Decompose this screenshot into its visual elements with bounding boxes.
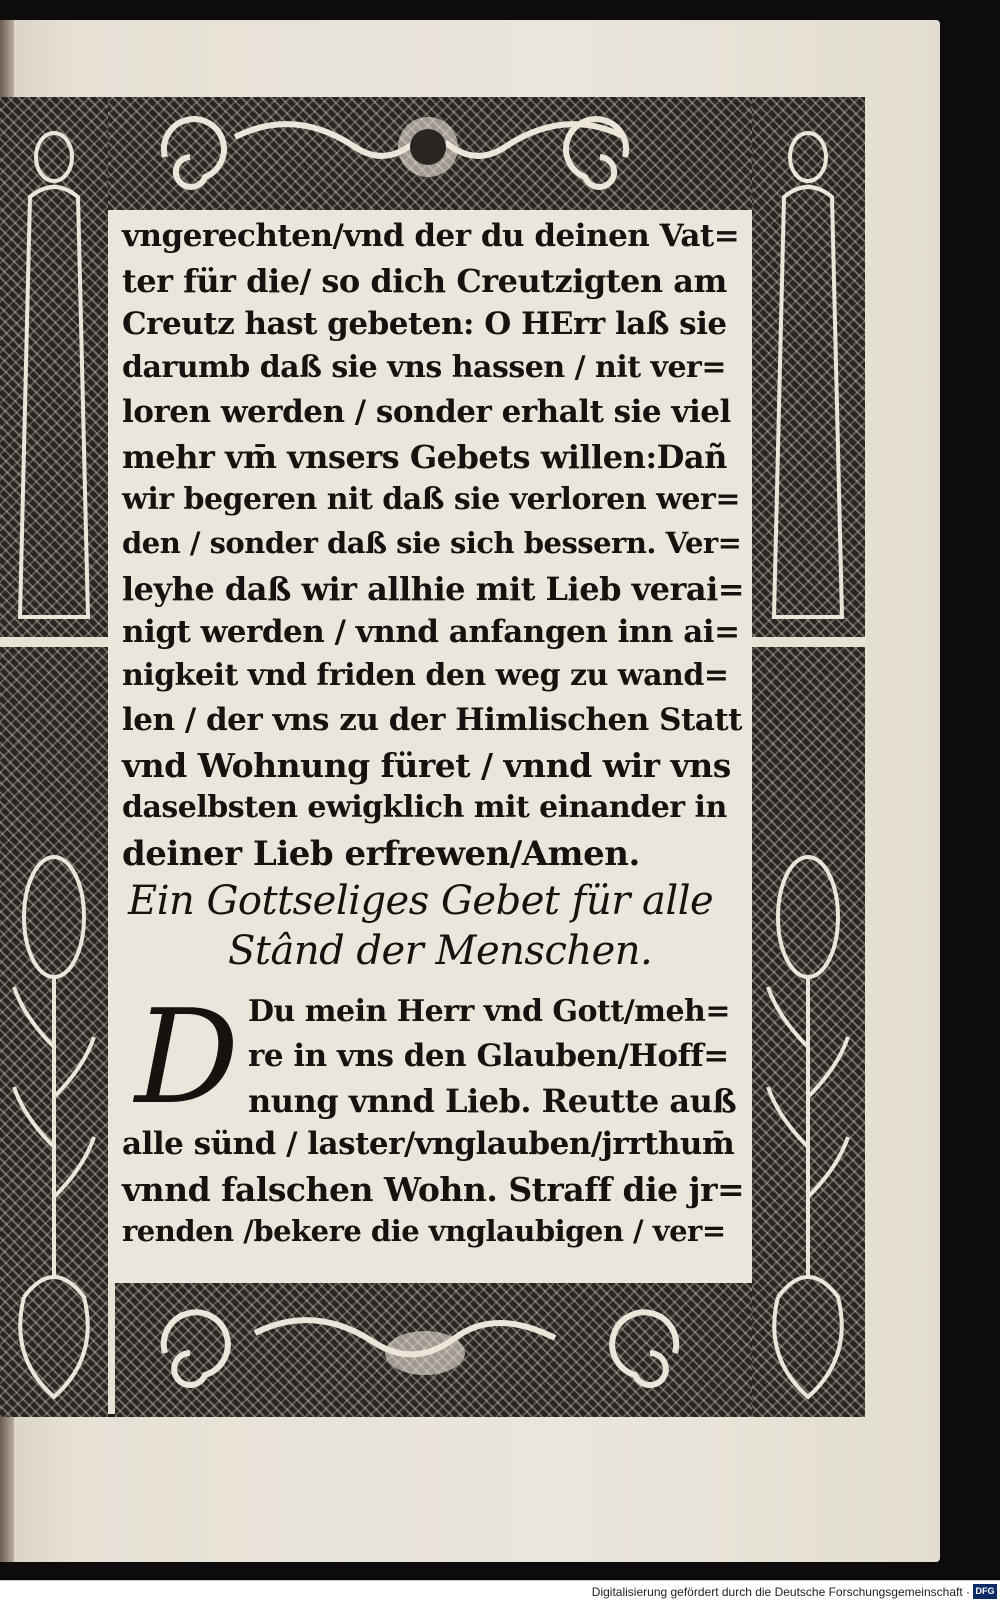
text-line: re in vns den Glauben/Hoff= xyxy=(248,1038,729,1074)
text-line: vnnd falschen Wohn. Straff die jr= xyxy=(122,1170,745,1209)
text-line: mehr vm̄ vnsers Gebets willen:Dañ xyxy=(122,438,727,476)
decorated-initial: D xyxy=(134,981,240,1133)
left-ornament-pillar xyxy=(0,97,108,1417)
footer-bar xyxy=(0,1580,1000,1603)
text-block xyxy=(108,210,752,1283)
figure-and-vase-ornament-icon xyxy=(752,97,865,1417)
section-heading-line-2: Stând der Menschen. xyxy=(228,928,653,974)
funding-credit: Digitalisierung gefördert durch die Deutsche Forschungsgemeinschaft · xyxy=(591,1585,970,1599)
text-line: nigkeit vnd friden den weg zu wand= xyxy=(122,658,729,693)
text-line: leyhe daß wir allhie mit Lieb verai= xyxy=(122,570,745,608)
text-line: len / der vns zu der Himlischen Statt xyxy=(122,702,742,738)
text-line: ter für die/ so dich Creutzigten am xyxy=(122,262,727,300)
text-line: deiner Lieb erfrewen/Amen. xyxy=(122,834,640,874)
text-line: vnd Wohnung füret / vnnd wir vns xyxy=(122,746,731,785)
text-line: daselbsten ewigklich mit einander in xyxy=(122,790,727,825)
text-line: wir begeren nit daß sie verloren wer= xyxy=(122,482,740,517)
section-heading-line-1: Ein Gottseliges Gebet für alle xyxy=(128,878,714,924)
figure-and-vase-ornament-icon xyxy=(0,97,108,1417)
text-line: renden /bekere die vnglaubigen / ver= xyxy=(122,1214,726,1248)
text-line: darumb daß sie vns hassen / nit ver= xyxy=(122,350,726,385)
text-line: alle sünd / laster/vnglauben/jrrthum̄ xyxy=(122,1126,735,1162)
left-pillar-divider xyxy=(0,637,108,647)
text-line: Creutz hast gebeten: O HErr laß sie xyxy=(122,306,727,342)
text-line: Du mein Herr vnd Gott/meh= xyxy=(248,994,730,1029)
text-line: vngerechten/vnd der du deinen Vat= xyxy=(122,218,740,254)
bottom-ornament-band xyxy=(115,1283,752,1417)
right-pillar-divider xyxy=(752,637,865,647)
text-line: nigt werden / vnnd anfangen inn ai= xyxy=(122,614,740,650)
text-line: loren werden / sonder erhalt sie viel xyxy=(122,394,731,430)
scroll-ornament-bottom-icon xyxy=(115,1283,752,1417)
text-line: den / sonder daß sie sich bessern. Ver= xyxy=(122,526,742,560)
top-ornament-band xyxy=(105,97,752,210)
dfg-logo-icon: DFG xyxy=(973,1584,997,1599)
text-line: nung vnnd Lieb. Reutte auß xyxy=(248,1082,737,1120)
scroll-ornament-top-icon xyxy=(105,97,752,210)
right-ornament-pillar xyxy=(752,97,865,1417)
